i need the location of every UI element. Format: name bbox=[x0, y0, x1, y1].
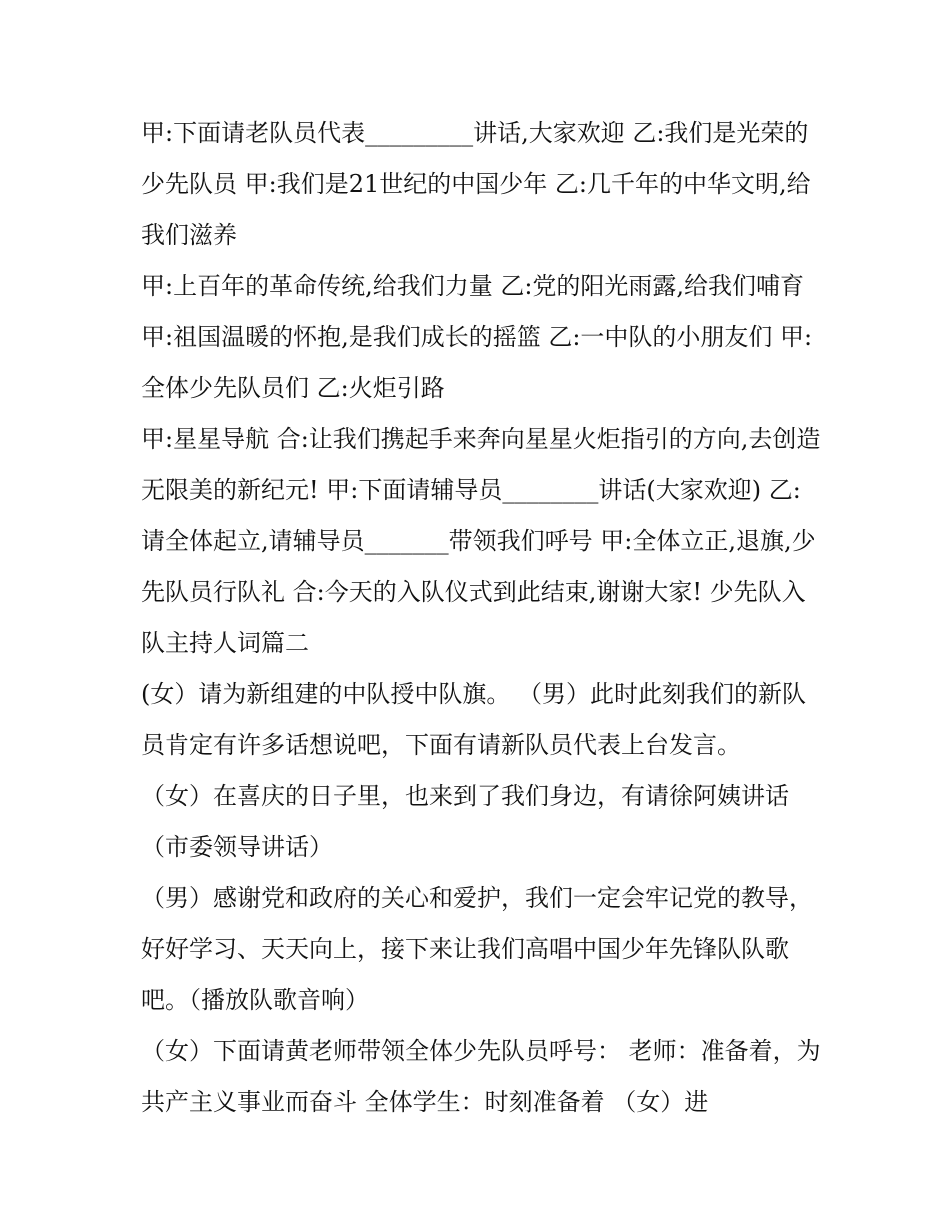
paragraph-5: （女）在喜庆的日子里，也来到了我们身边，有请徐阿姨讲话（市委领导讲话） bbox=[141, 782, 789, 861]
paragraph-2: 甲:上百年的革命传统,给我们力量 乙:党的阳光雨露,给我们哺育 甲:祖国温暖的怀抱,是我们成长的摇篮 乙:一中队的小朋友们 甲:全体少先队员们 乙:火炬引路 bbox=[141, 272, 813, 402]
paragraph-3: 甲:星星导航 合:让我们携起手来奔向星星火炬指引的方向,去创造无限美的新纪元! 甲:下面请辅导员________讲话(大家欢迎) 乙:请全体起立,请辅导员_______带领我们呼号 甲:全体立正,退旗,少先队员行队礼 合:今天的入队仪式到此结束,谢谢大家! 少先队入队主持人词篇二 bbox=[141, 425, 821, 657]
paragraph-1: 甲:下面请老队员代表_________讲话,大家欢迎 乙:我们是光荣的少先队员 甲:我们是21世纪的中国少年 乙:几千年的中华文明,给我们滋养 bbox=[141, 119, 811, 249]
document-body bbox=[141, 108, 821, 1128]
paragraph-6: （男）感谢党和政府的关心和爱护，我们一定会牢记党的教导，好好学习、天天向上，接下来让我们高唱中国少年先锋队队歌吧。（播放队歌音响） bbox=[141, 884, 813, 1014]
paragraph-7: （女）下面请黄老师带领全体少先队员呼号： 老师：准备着，为共产主义事业而奋斗 全体学生：时刻准备着 （女）进 bbox=[141, 1037, 821, 1116]
paragraph-4: (女）请为新组建的中队授中队旗。 （男）此时此刻我们的新队员肯定有许多话想说吧，下面有请新队员代表上台发言。 bbox=[141, 680, 806, 759]
